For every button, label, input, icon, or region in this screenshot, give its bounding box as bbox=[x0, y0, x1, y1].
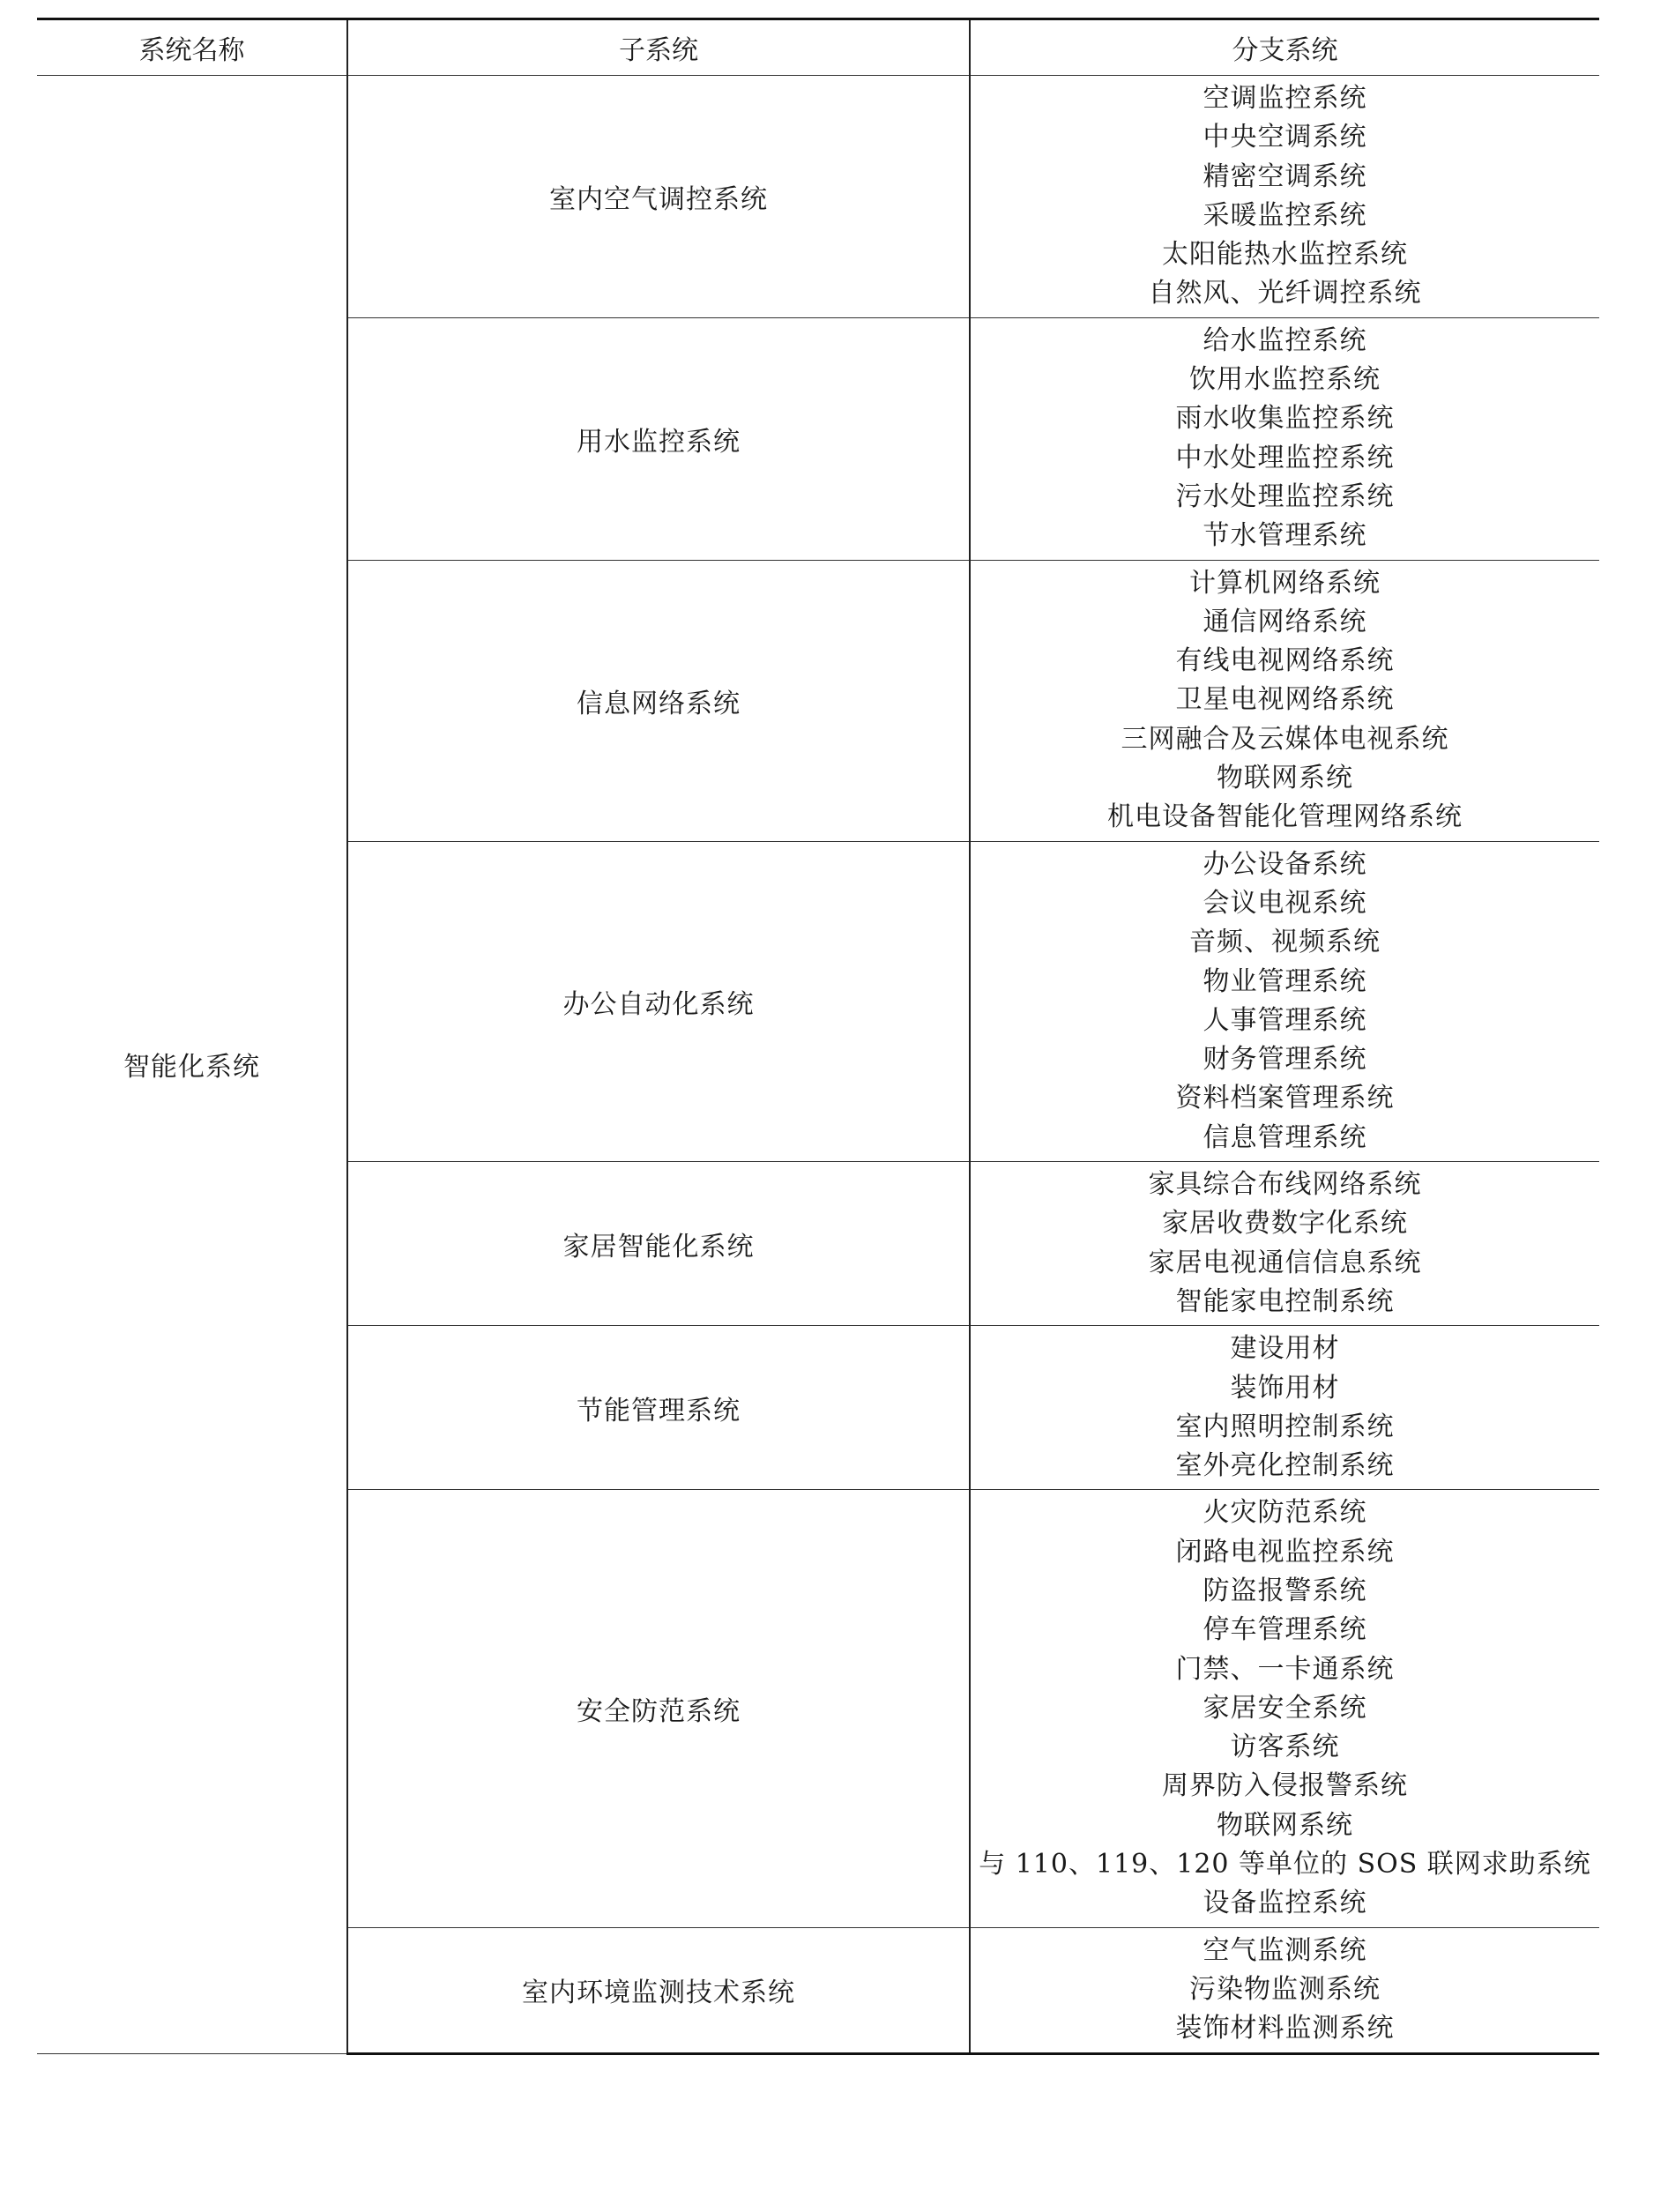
subsystem-cell bbox=[347, 76, 970, 318]
branch-system-item: 装饰用材 bbox=[1230, 1372, 1340, 1404]
branch-system-item: 节水管理系统 bbox=[1203, 520, 1367, 552]
branch-system-item: 门禁、一卡通系统 bbox=[1175, 1653, 1395, 1685]
branch-system-item: 中水处理监控系统 bbox=[1175, 442, 1395, 473]
branch-system-item: 污水处理监控系统 bbox=[1175, 480, 1395, 512]
table-row bbox=[37, 76, 1599, 318]
branch-system-item: 中央空调系统 bbox=[1203, 122, 1367, 153]
branch-system-item: 办公设备系统 bbox=[1203, 848, 1367, 880]
branch-system-item: 室内照明控制系统 bbox=[1175, 1411, 1395, 1442]
branch-system-item: 空气监测系统 bbox=[1203, 1934, 1367, 1966]
branch-system-item: 人事管理系统 bbox=[1203, 1004, 1367, 1036]
branch-system-item: 访客系统 bbox=[1230, 1732, 1340, 1763]
subsystem-cell bbox=[347, 841, 970, 1161]
branch-system-item: 有线电视网络系统 bbox=[1175, 645, 1395, 677]
branch-system-item: 家具综合布线网络系统 bbox=[1148, 1169, 1422, 1201]
system-name-cell bbox=[37, 76, 347, 2054]
branch-system-item: 建设用材 bbox=[1230, 1333, 1340, 1365]
branch-system-item: 防盗报警系统 bbox=[1203, 1575, 1367, 1606]
subsystem-label: 家居智能化系统 bbox=[562, 1231, 755, 1262]
branch-system-item: 自然风、光纤调控系统 bbox=[1148, 278, 1422, 309]
branch-system-item: 雨水收集监控系统 bbox=[1175, 403, 1395, 435]
subsystem-label: 办公自动化系统 bbox=[562, 988, 755, 1020]
branch-system-item: 家居安全系统 bbox=[1203, 1692, 1367, 1724]
subsystem-cell bbox=[347, 317, 970, 560]
branch-system-item: 财务管理系统 bbox=[1203, 1044, 1367, 1076]
branch-system-item: 物业管理系统 bbox=[1203, 965, 1367, 997]
branch-system-item: 通信网络系统 bbox=[1203, 606, 1367, 637]
branch-system-item: 计算机网络系统 bbox=[1189, 567, 1381, 599]
subsystem-cell bbox=[347, 1162, 970, 1326]
branch-system-cell bbox=[970, 1326, 1599, 1490]
branch-system-item: 信息管理系统 bbox=[1203, 1121, 1367, 1153]
branch-system-item: 周界防入侵报警系统 bbox=[1162, 1770, 1408, 1802]
header-subsystem: 子系统 bbox=[347, 19, 970, 76]
branch-system-item: 会议电视系统 bbox=[1203, 887, 1367, 919]
subsystem-label: 安全防范系统 bbox=[577, 1696, 741, 1728]
branch-system-cell bbox=[970, 560, 1599, 841]
systems-table bbox=[37, 18, 1599, 2055]
branch-system-item: 卫星电视网络系统 bbox=[1175, 684, 1395, 716]
branch-system-cell bbox=[970, 1490, 1599, 1927]
header-row bbox=[37, 19, 1599, 76]
subsystem-label: 信息网络系统 bbox=[577, 688, 741, 719]
branch-system-item: 污染物监测系统 bbox=[1189, 1973, 1381, 2005]
branch-system-item: 设备监控系统 bbox=[1203, 1888, 1367, 1919]
system-name-label: 智能化系统 bbox=[123, 1052, 260, 1084]
branch-system-item: 家居收费数字化系统 bbox=[1162, 1208, 1408, 1240]
branch-system-cell bbox=[970, 841, 1599, 1161]
branch-system-item: 室外亮化控制系统 bbox=[1175, 1450, 1395, 1482]
branch-system-item: 太阳能热水监控系统 bbox=[1162, 239, 1408, 271]
table-body bbox=[37, 76, 1599, 2054]
subsystem-label: 室内环境监测技术系统 bbox=[522, 1977, 795, 2009]
branch-system-item: 采暖监控系统 bbox=[1203, 199, 1367, 231]
branch-system-item: 智能家电控制系统 bbox=[1175, 1285, 1395, 1317]
branch-system-item: 家居电视通信信息系统 bbox=[1148, 1247, 1422, 1278]
branch-system-item: 物联网系统 bbox=[1217, 1809, 1353, 1841]
branch-system-cell bbox=[970, 317, 1599, 560]
subsystem-cell bbox=[347, 1490, 970, 1927]
branch-system-cell bbox=[970, 1927, 1599, 2053]
branch-system-item: 空调监控系统 bbox=[1203, 83, 1367, 114]
branch-system-item: 精密空调系统 bbox=[1203, 160, 1367, 192]
branch-system-cell bbox=[970, 76, 1599, 318]
subsystem-label: 室内空气调控系统 bbox=[549, 183, 768, 215]
header-branch-system: 分支系统 bbox=[970, 19, 1599, 76]
subsystem-cell bbox=[347, 560, 970, 841]
subsystem-label: 节能管理系统 bbox=[577, 1395, 741, 1426]
subsystem-label: 用水监控系统 bbox=[577, 426, 741, 458]
branch-system-item: 闭路电视监控系统 bbox=[1175, 1536, 1395, 1568]
branch-system-item: 音频、视频系统 bbox=[1189, 927, 1381, 958]
subsystem-cell bbox=[347, 1927, 970, 2053]
branch-system-item: 火灾防范系统 bbox=[1203, 1497, 1367, 1529]
header-system-name: 系统名称 bbox=[37, 19, 347, 76]
branch-system-item: 与 110、119、120 等单位的 SOS 联网求助系统 bbox=[979, 1849, 1591, 1881]
table-header bbox=[37, 19, 1599, 76]
branch-system-item: 机电设备智能化管理网络系统 bbox=[1107, 801, 1463, 833]
branch-system-item: 物联网系统 bbox=[1217, 763, 1353, 794]
branch-system-item: 饮用水监控系统 bbox=[1189, 364, 1381, 396]
branch-system-item: 装饰材料监测系统 bbox=[1175, 2013, 1395, 2044]
branch-system-item: 三网融合及云媒体电视系统 bbox=[1121, 723, 1449, 755]
branch-system-item: 给水监控系统 bbox=[1203, 324, 1367, 356]
subsystem-cell bbox=[347, 1326, 970, 1490]
branch-system-item: 停车管理系统 bbox=[1203, 1614, 1367, 1646]
branch-system-cell bbox=[970, 1162, 1599, 1326]
branch-system-item: 资料档案管理系统 bbox=[1175, 1083, 1395, 1114]
